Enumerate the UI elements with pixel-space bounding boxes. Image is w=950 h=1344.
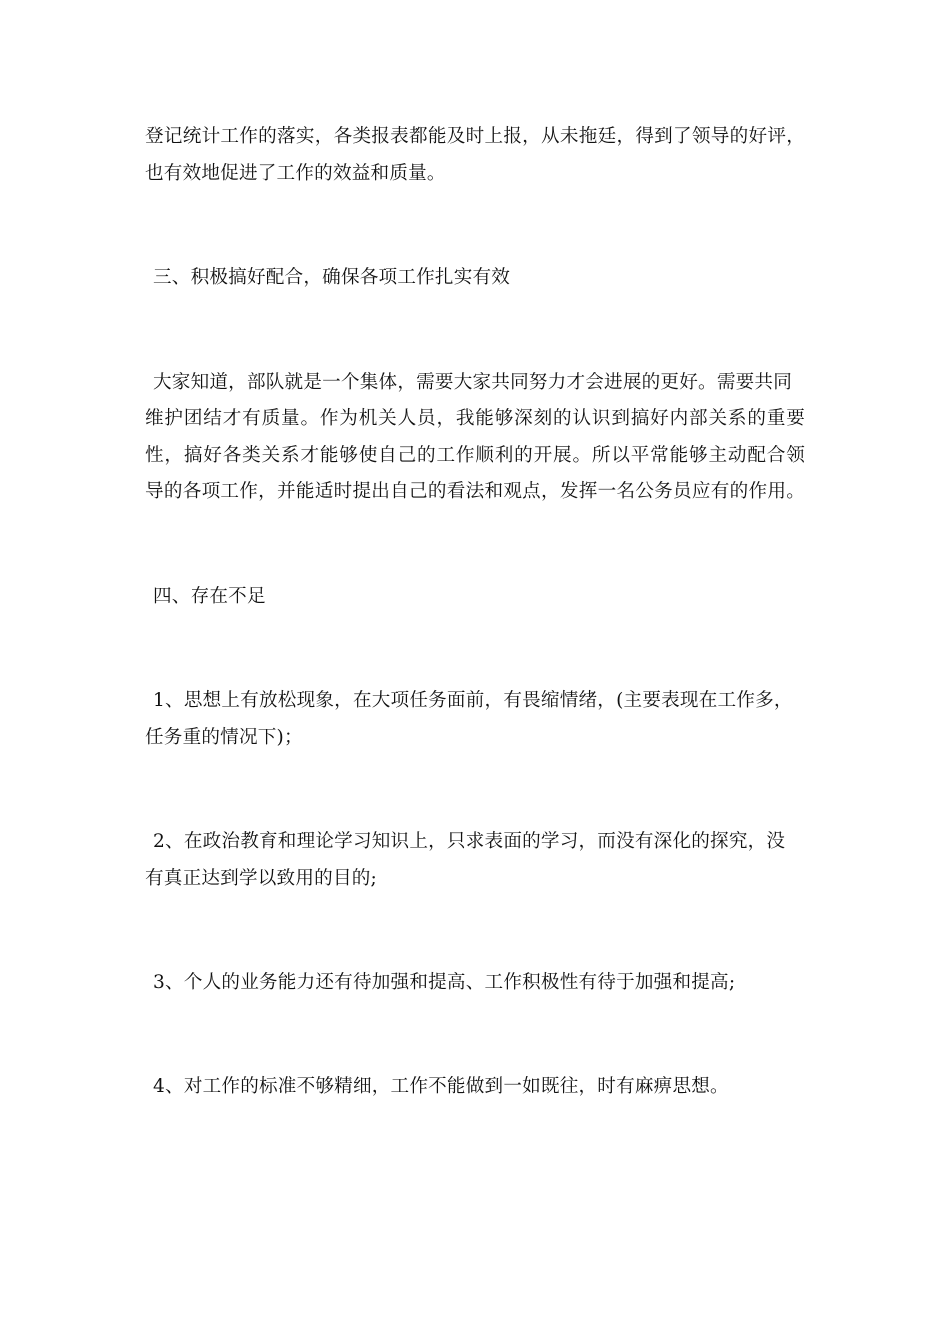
section-heading: 三、积极搞好配合，确保各项工作扎实有效 xyxy=(153,267,511,288)
paragraph-line: 大家知道，部队就是一个集体，需要大家共同努力才会进展的更好。需要共同 xyxy=(153,372,792,393)
list-item-line: 1、思想上有放松现象，在大项任务面前，有畏缩情绪，(主要表现在工作多， xyxy=(153,690,793,711)
list-item-line: 4、对工作的标准不够精细，工作不能做到一如既往，时有麻痹思想。 xyxy=(153,1076,729,1097)
list-item-line: 3、个人的业务能力还有待加强和提高、工作积极性有待于加强和提高; xyxy=(153,972,736,993)
list-item-line: 有真正达到学以致用的目的; xyxy=(145,868,377,889)
list-item-line: 任务重的情况下)； xyxy=(145,727,303,748)
paragraph-line: 也有效地促进了工作的效益和质量。 xyxy=(145,163,446,184)
section-heading: 四、存在不足 xyxy=(153,586,266,607)
paragraph-line: 登记统计工作的落实，各类报表都能及时上报，从未拖廷，得到了领导的好评， xyxy=(145,126,805,147)
paragraph-line: 维护团结才有质量。作为机关人员，我能够深刻的认识到搞好内部关系的重要 xyxy=(145,408,805,429)
paragraph-line: 性，搞好各类关系才能够使自己的工作顺利的开展。所以平常能够主动配合领 xyxy=(145,445,805,466)
list-item-line: 2、在政治教育和理论学习知识上，只求表面的学习，而没有深化的探究，没 xyxy=(153,831,786,852)
paragraph-line: 导的各项工作，并能适时提出自己的看法和观点，发挥一名公务员应有的作用。 xyxy=(145,481,805,502)
